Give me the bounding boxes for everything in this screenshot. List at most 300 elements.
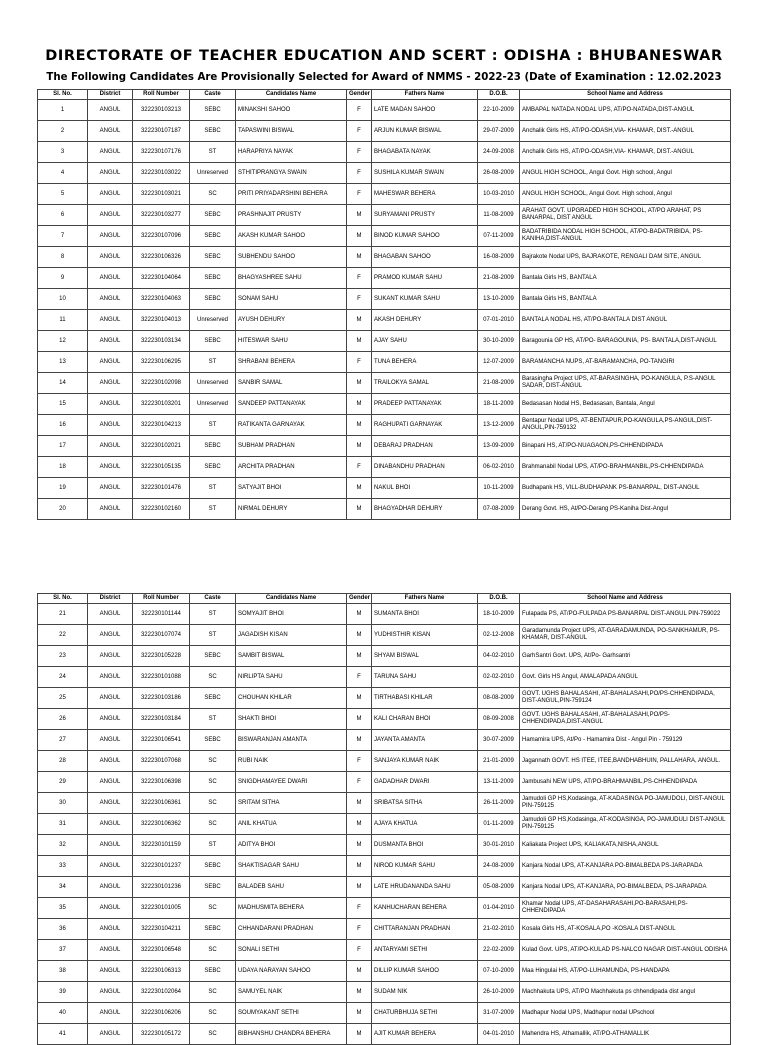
cell-father-name: TUNA BEHERA: [372, 352, 478, 373]
table-row: [38, 499, 731, 520]
cell-sl-no: 17: [38, 436, 88, 457]
cell-sl-no: 26: [38, 709, 88, 730]
cell-district: ANGUL: [88, 982, 133, 1003]
cell-gender: F: [347, 352, 372, 373]
cell-district: ANGUL: [88, 289, 133, 310]
cell-candidate-name: PRASHNAJIT PRUSTY: [236, 205, 347, 226]
cell-sl-no: 10: [38, 289, 88, 310]
cell-father-name: BHAGABAN SAHOO: [372, 247, 478, 268]
cell-gender: M: [347, 877, 372, 898]
cell-dob: 18-10-2009: [478, 604, 520, 625]
cell-school-address: Kanjara Nodal UPS, AT-KANJARA, PO-BIMALBEDA, PS-JARAPADA: [520, 877, 731, 898]
cell-caste: ST: [190, 835, 236, 856]
cell-candidate-name: STHITIPRANGYA SWAIN: [236, 163, 347, 184]
cell-candidate-name: SAMUYEL NAIK: [236, 982, 347, 1003]
cell-sl-no: 25: [38, 688, 88, 709]
cell-gender: F: [347, 940, 372, 961]
cell-district: ANGUL: [88, 184, 133, 205]
cell-gender: F: [347, 121, 372, 142]
cell-district: ANGUL: [88, 436, 133, 457]
cell-roll-number: 322230107176: [133, 142, 190, 163]
cell-school-address: Bedasasan Nodal HS, Bedasasan, Bantala, Angul: [520, 394, 731, 415]
cell-district: ANGUL: [88, 814, 133, 835]
cell-dob: 31-07-2009: [478, 1003, 520, 1024]
cell-candidate-name: SUBHAM PRADHAN: [236, 436, 347, 457]
cell-roll-number: 322230107068: [133, 751, 190, 772]
cell-father-name: AJAYA KHATUA: [372, 814, 478, 835]
cell-dob: 10-11-2009: [478, 478, 520, 499]
cell-candidate-name: SNIGDHAMAYEE DWARI: [236, 772, 347, 793]
cell-gender: M: [347, 310, 372, 331]
cell-school-address: BANTALA NODAL HS, AT/PO-BANTALA DIST ANGUL: [520, 310, 731, 331]
cell-school-address: Maa Hingulai HS, AT/PO-LUHAMUNDA, PS-HANDAPA: [520, 961, 731, 982]
cell-candidate-name: PRITI PRIYADARSHINI BEHERA: [236, 184, 347, 205]
cell-father-name: SHYAM BISWAL: [372, 646, 478, 667]
cell-sl-no: 29: [38, 772, 88, 793]
cell-sl-no: 31: [38, 814, 88, 835]
cell-father-name: NAKUL BHOI: [372, 478, 478, 499]
cell-district: ANGUL: [88, 268, 133, 289]
cell-school-address: Khamar Nodal UPS, AT-DASAHARASAHI,PO-BARASAHI,PS-CHHENDIPADA: [520, 898, 731, 919]
cell-school-address: Bantala Girls HS, BANTALA: [520, 289, 731, 310]
cell-dob: 13-10-2009: [478, 289, 520, 310]
cell-father-name: TARUNA SAHU: [372, 667, 478, 688]
cell-school-address: AMBAPAL NATADA NODAL UPS, AT/PO-NATADA,DIST-ANGUL: [520, 100, 731, 121]
cell-roll-number: 322230102021: [133, 436, 190, 457]
cell-roll-number: 322230103184: [133, 709, 190, 730]
cell-caste: SC: [190, 1003, 236, 1024]
cell-district: ANGUL: [88, 688, 133, 709]
page-title: DIRECTORATE OF TEACHER EDUCATION AND SCERT : ODISHA : BHUBANESWAR: [45, 48, 723, 64]
cell-dob: 21-08-2009: [478, 373, 520, 394]
cell-roll-number: 322230103134: [133, 331, 190, 352]
cell-district: ANGUL: [88, 331, 133, 352]
column-header-dob: D.O.B.: [478, 90, 520, 100]
cell-sl-no: 13: [38, 352, 88, 373]
cell-gender: M: [347, 478, 372, 499]
cell-dob: 08-09-2008: [478, 709, 520, 730]
cell-sl-no: 8: [38, 247, 88, 268]
cell-caste: SEBC: [190, 226, 236, 247]
cell-dob: 24-09-2008: [478, 142, 520, 163]
cell-gender: M: [347, 835, 372, 856]
cell-roll-number: 322230105172: [133, 1024, 190, 1045]
cell-school-address: Bentapur Nodal UPS, AT-BENTAPUR,PO-KANGULA,PS-ANGUL,DIST-ANGUL,PIN-759132: [520, 415, 731, 436]
cell-district: ANGUL: [88, 352, 133, 373]
cell-dob: 22-02-2009: [478, 940, 520, 961]
cell-dob: 16-08-2009: [478, 247, 520, 268]
cell-father-name: SUSHILA KUMAR SWAIN: [372, 163, 478, 184]
cell-district: ANGUL: [88, 373, 133, 394]
cell-caste: SEBC: [190, 730, 236, 751]
cell-school-address: Jambusahi NEW UPS, AT/PO-BRAHMANBIL,PS-CHHENDIPADA: [520, 772, 731, 793]
cell-father-name: AJAY SAHU: [372, 331, 478, 352]
table-row: [38, 814, 731, 835]
cell-gender: F: [347, 100, 372, 121]
cell-father-name: BHAGABATA NAYAK: [372, 142, 478, 163]
cell-caste: SEBC: [190, 205, 236, 226]
cell-dob: 06-02-2010: [478, 457, 520, 478]
cell-father-name: KANHUCHARAN BEHERA: [372, 898, 478, 919]
cell-school-address: Fulapada PS, AT/PO-FULPADA PS-BANARPAL DIST-ANGUL PIN-759022: [520, 604, 731, 625]
column-header-school-address: School Name and Address: [520, 594, 731, 604]
cell-candidate-name: NIRMAL DEHURY: [236, 499, 347, 520]
cell-gender: F: [347, 751, 372, 772]
cell-district: ANGUL: [88, 247, 133, 268]
cell-candidate-name: MADHUSMITA BEHERA: [236, 898, 347, 919]
cell-dob: 30-01-2010: [478, 835, 520, 856]
cell-candidate-name: SAMBIT BISWAL: [236, 646, 347, 667]
cell-sl-no: 14: [38, 373, 88, 394]
cell-roll-number: 322230104211: [133, 919, 190, 940]
cell-gender: M: [347, 499, 372, 520]
cell-caste: SEBC: [190, 646, 236, 667]
cell-roll-number: 322230107187: [133, 121, 190, 142]
cell-caste: SC: [190, 814, 236, 835]
candidates-table-1: [37, 89, 731, 520]
cell-roll-number: 322230105228: [133, 646, 190, 667]
cell-sl-no: 24: [38, 667, 88, 688]
cell-roll-number: 322230106206: [133, 1003, 190, 1024]
cell-caste: SC: [190, 751, 236, 772]
cell-caste: SEBC: [190, 289, 236, 310]
cell-dob: 21-08-2009: [478, 268, 520, 289]
cell-candidate-name: SONALI SETHI: [236, 940, 347, 961]
cell-school-address: Kulad Govt. UPS, AT/PO-KULAD PS-NALCO NAGAR DIST-ANGUL ODISHA: [520, 940, 731, 961]
cell-district: ANGUL: [88, 919, 133, 940]
cell-dob: 13-12-2009: [478, 415, 520, 436]
cell-district: ANGUL: [88, 835, 133, 856]
cell-gender: M: [347, 604, 372, 625]
table-row: [38, 289, 731, 310]
cell-school-address: BADATRIBIDA NODAL HIGH SCHOOL, AT/PO-BADATRIBIDA, PS-KANIHA,DIST-ANGUL: [520, 226, 731, 247]
cell-dob: 24-08-2009: [478, 856, 520, 877]
table-row: [38, 751, 731, 772]
table-row: [38, 163, 731, 184]
column-header-school-address: School Name and Address: [520, 90, 731, 100]
cell-district: ANGUL: [88, 226, 133, 247]
cell-father-name: CHITTARANJAN PRADHAN: [372, 919, 478, 940]
cell-school-address: Brahmanabil Nodal UPS, AT/PO-BRAHMANBIL,PS-CHHENDIPADA: [520, 457, 731, 478]
cell-district: ANGUL: [88, 961, 133, 982]
cell-roll-number: 322230103021: [133, 184, 190, 205]
cell-gender: M: [347, 709, 372, 730]
cell-school-address: Bantala Girls HS, BANTALA: [520, 268, 731, 289]
column-header-roll-number: Roll Number: [133, 90, 190, 100]
cell-school-address: Kanjara Nodal UPS, AT-KANJARA PO-BIMALBEDA PS-JARAPADA: [520, 856, 731, 877]
cell-father-name: DEBARAJ PRADHAN: [372, 436, 478, 457]
cell-candidate-name: HARAPRIYA NAYAK: [236, 142, 347, 163]
cell-father-name: PRADEEP PATTANAYAK: [372, 394, 478, 415]
cell-school-address: Kaliakata Project UPS, KALIAKATA,NISHA,ANGUL: [520, 835, 731, 856]
cell-school-address: Govt. Girls HS Angul, AMALAPADA ANGUL: [520, 667, 731, 688]
cell-father-name: SURYAMANI PRUSTY: [372, 205, 478, 226]
table-row: [38, 919, 731, 940]
cell-district: ANGUL: [88, 793, 133, 814]
cell-father-name: AKASH DEHURY: [372, 310, 478, 331]
cell-roll-number: 322230104063: [133, 289, 190, 310]
cell-candidate-name: RATIKANTA GARNAYAK: [236, 415, 347, 436]
table-row: [38, 688, 731, 709]
cell-candidate-name: BISWARANJAN AMANTA: [236, 730, 347, 751]
table-row: [38, 352, 731, 373]
cell-father-name: DILLIP KUMAR SAHOO: [372, 961, 478, 982]
cell-district: ANGUL: [88, 625, 133, 646]
cell-roll-number: 322230104013: [133, 310, 190, 331]
cell-sl-no: 11: [38, 310, 88, 331]
cell-gender: M: [347, 730, 372, 751]
cell-sl-no: 12: [38, 331, 88, 352]
cell-district: ANGUL: [88, 898, 133, 919]
cell-father-name: LATE MADAN SAHOO: [372, 100, 478, 121]
cell-gender: M: [347, 331, 372, 352]
cell-roll-number: 322230102064: [133, 982, 190, 1003]
cell-roll-number: 322230106361: [133, 793, 190, 814]
cell-school-address: Anchalik Girls HS, AT/PO-ODASH,VIA- KHAMAR, DIST.-ANGUL: [520, 142, 731, 163]
cell-candidate-name: SRITAM SITHA: [236, 793, 347, 814]
cell-father-name: JAYANTA AMANTA: [372, 730, 478, 751]
column-header-candidate-name: Candidates Name: [236, 594, 347, 604]
cell-father-name: CHATURBHUJA SETHI: [372, 1003, 478, 1024]
cell-dob: 26-08-2009: [478, 163, 520, 184]
table-row: [38, 226, 731, 247]
cell-candidate-name: BHAGYASHREE SAHU: [236, 268, 347, 289]
cell-gender: F: [347, 163, 372, 184]
cell-caste: ST: [190, 625, 236, 646]
cell-district: ANGUL: [88, 772, 133, 793]
cell-sl-no: 1: [38, 100, 88, 121]
cell-father-name: SUMANTA BHOI: [372, 604, 478, 625]
cell-district: ANGUL: [88, 394, 133, 415]
cell-dob: 07-11-2009: [478, 226, 520, 247]
cell-dob: 07-08-2009: [478, 499, 520, 520]
table-header-row: [38, 594, 731, 604]
cell-gender: M: [347, 394, 372, 415]
cell-school-address: GOVT. UGHS BAHALASAHI, AT-BAHALASAHI,PO/PS-CHHENDIPADA, DIST-ANGUL,PIN-759124: [520, 688, 731, 709]
table-row: [38, 310, 731, 331]
cell-roll-number: 322230106295: [133, 352, 190, 373]
cell-father-name: AJIT KUMAR BEHERA: [372, 1024, 478, 1045]
table-row: [38, 436, 731, 457]
cell-candidate-name: SHAKTISAGAR SAHU: [236, 856, 347, 877]
cell-sl-no: 27: [38, 730, 88, 751]
table-row: [38, 856, 731, 877]
cell-sl-no: 32: [38, 835, 88, 856]
cell-gender: M: [347, 856, 372, 877]
cell-district: ANGUL: [88, 415, 133, 436]
column-header-gender: Gender: [347, 90, 372, 100]
table-row: [38, 184, 731, 205]
cell-candidate-name: ADITYA BHOI: [236, 835, 347, 856]
cell-caste: SC: [190, 772, 236, 793]
cell-caste: SC: [190, 898, 236, 919]
cell-school-address: BARAMANCHA NUPS, AT-BARAMANCHA, PO-TANGIRI: [520, 352, 731, 373]
cell-father-name: SUKANT KUMAR SAHU: [372, 289, 478, 310]
cell-father-name: SRIBATSA SITHA: [372, 793, 478, 814]
cell-sl-no: 23: [38, 646, 88, 667]
cell-caste: Unreserved: [190, 310, 236, 331]
cell-gender: M: [347, 646, 372, 667]
cell-roll-number: 322230101476: [133, 478, 190, 499]
cell-school-address: Barasingha Project UPS, AT-BARASINGHA, PO-KANGULA, P.S-ANGUL SADAR, DIST-ANGUL: [520, 373, 731, 394]
table-row: [38, 835, 731, 856]
cell-caste: ST: [190, 709, 236, 730]
cell-dob: 08-08-2009: [478, 688, 520, 709]
table-row: [38, 205, 731, 226]
cell-caste: ST: [190, 352, 236, 373]
cell-dob: 21-01-2009: [478, 751, 520, 772]
table-header-row: [38, 90, 731, 100]
cell-father-name: SANJAYA KUMAR NAIK: [372, 751, 478, 772]
cell-caste: ST: [190, 415, 236, 436]
cell-district: ANGUL: [88, 856, 133, 877]
cell-school-address: Jamudoli GP HS,Kodasinga, AT-KADASINGA PO-JAMUDOLI, DIST-ANGUL PIN-759125: [520, 793, 731, 814]
cell-caste: ST: [190, 604, 236, 625]
cell-caste: SEBC: [190, 100, 236, 121]
cell-sl-no: 33: [38, 856, 88, 877]
cell-gender: F: [347, 268, 372, 289]
cell-sl-no: 40: [38, 1003, 88, 1024]
column-header-dob: D.O.B.: [478, 594, 520, 604]
table-row: [38, 478, 731, 499]
cell-dob: 21-02-2010: [478, 919, 520, 940]
cell-sl-no: 36: [38, 919, 88, 940]
cell-school-address: ANGUL HIGH SCHOOL, Angul Govt. High school, Angul: [520, 163, 731, 184]
cell-candidate-name: TAPASWINI BISWAL: [236, 121, 347, 142]
cell-school-address: GOVT. UGHS BAHALASAHI, AT-BAHALASAHI,PO/PS-CHHENDIPADA,DIST-ANGUL: [520, 709, 731, 730]
cell-dob: 04-01-2010: [478, 1024, 520, 1045]
cell-caste: SC: [190, 184, 236, 205]
cell-caste: SC: [190, 793, 236, 814]
cell-caste: SEBC: [190, 961, 236, 982]
table-row: [38, 793, 731, 814]
table-row: [38, 604, 731, 625]
cell-dob: 12-07-2009: [478, 352, 520, 373]
cell-district: ANGUL: [88, 499, 133, 520]
candidates-table-2: [37, 593, 731, 1045]
cell-school-address: Derang Govt. HS, At/PO-Derang PS-Kaniha Dist-Angul: [520, 499, 731, 520]
cell-school-address: Madhapur Nodal UPS, Madhapur nodal UPschool: [520, 1003, 731, 1024]
cell-father-name: TIRTHABASI KHILAR: [372, 688, 478, 709]
cell-sl-no: 28: [38, 751, 88, 772]
cell-roll-number: 322230103201: [133, 394, 190, 415]
cell-sl-no: 37: [38, 940, 88, 961]
cell-district: ANGUL: [88, 478, 133, 499]
cell-gender: F: [347, 919, 372, 940]
cell-sl-no: 22: [38, 625, 88, 646]
cell-roll-number: 322230106313: [133, 961, 190, 982]
cell-roll-number: 322230101088: [133, 667, 190, 688]
cell-gender: M: [347, 205, 372, 226]
table-row: [38, 457, 731, 478]
cell-sl-no: 18: [38, 457, 88, 478]
table-row: [38, 142, 731, 163]
cell-sl-no: 7: [38, 226, 88, 247]
cell-dob: 02-12-2008: [478, 625, 520, 646]
cell-gender: M: [347, 226, 372, 247]
cell-district: ANGUL: [88, 709, 133, 730]
cell-caste: SEBC: [190, 121, 236, 142]
table-row: [38, 331, 731, 352]
cell-dob: 11-08-2009: [478, 205, 520, 226]
cell-roll-number: 322230101237: [133, 856, 190, 877]
cell-candidate-name: JAGADISH KISAN: [236, 625, 347, 646]
cell-school-address: Baragounia GP HS, AT/PO- BARAGOUNIA, PS- BANTALA,DIST-ANGUL: [520, 331, 731, 352]
cell-district: ANGUL: [88, 142, 133, 163]
cell-sl-no: 39: [38, 982, 88, 1003]
cell-dob: 29-07-2009: [478, 121, 520, 142]
cell-caste: SEBC: [190, 436, 236, 457]
cell-district: ANGUL: [88, 121, 133, 142]
cell-caste: SC: [190, 940, 236, 961]
cell-candidate-name: RUBI NAIK: [236, 751, 347, 772]
cell-candidate-name: SOMYAJIT BHOI: [236, 604, 347, 625]
cell-gender: M: [347, 982, 372, 1003]
cell-caste: Unreserved: [190, 373, 236, 394]
column-header-caste: Caste: [190, 594, 236, 604]
cell-father-name: KALI CHARAN BHOI: [372, 709, 478, 730]
table-row: [38, 646, 731, 667]
cell-gender: F: [347, 898, 372, 919]
cell-gender: F: [347, 142, 372, 163]
cell-school-address: Jamudoli GP HS,Kodasinga, AT-KODASINGA, PO-JAMUDULI DIST-ANGUL PIN-759125: [520, 814, 731, 835]
cell-candidate-name: AYUSH DEHURY: [236, 310, 347, 331]
table-row: [38, 1024, 731, 1045]
cell-father-name: ANTARYAMI SETHI: [372, 940, 478, 961]
cell-district: ANGUL: [88, 730, 133, 751]
cell-caste: SEBC: [190, 457, 236, 478]
cell-school-address: Machhakuta UPS, AT/PO Machhakuta ps chhendipada dist angul: [520, 982, 731, 1003]
cell-father-name: GADADHAR DWARI: [372, 772, 478, 793]
cell-dob: 26-11-2009: [478, 793, 520, 814]
cell-candidate-name: ANIL KHATUA: [236, 814, 347, 835]
cell-roll-number: 322230101144: [133, 604, 190, 625]
table-row: [38, 415, 731, 436]
column-header-gender: Gender: [347, 594, 372, 604]
cell-caste: SC: [190, 667, 236, 688]
cell-school-address: Binapani HS, AT/PO-NUAGAON,PS-CHHENDIPADA: [520, 436, 731, 457]
cell-sl-no: 19: [38, 478, 88, 499]
cell-father-name: PRAMOD KUMAR SAHU: [372, 268, 478, 289]
column-header-caste: Caste: [190, 90, 236, 100]
cell-sl-no: 6: [38, 205, 88, 226]
cell-school-address: Jagannath GOVT. HS ITEE, ITEE,BANDHABHUIN, PALLAHARA, ANGUL.: [520, 751, 731, 772]
cell-roll-number: 322230103022: [133, 163, 190, 184]
cell-district: ANGUL: [88, 1003, 133, 1024]
cell-dob: 02-02-2010: [478, 667, 520, 688]
cell-gender: M: [347, 625, 372, 646]
cell-district: ANGUL: [88, 457, 133, 478]
column-header-father-name: Fathers Name: [372, 594, 478, 604]
cell-caste: SEBC: [190, 331, 236, 352]
cell-candidate-name: SHRABANI BEHERA: [236, 352, 347, 373]
cell-caste: ST: [190, 478, 236, 499]
table-row: [38, 898, 731, 919]
cell-father-name: LATE HRUDANANDA SAHU: [372, 877, 478, 898]
column-header-sl-no: Sl. No.: [38, 594, 88, 604]
cell-roll-number: 322230102160: [133, 499, 190, 520]
table-row: [38, 394, 731, 415]
cell-dob: 30-10-2009: [478, 331, 520, 352]
cell-sl-no: 3: [38, 142, 88, 163]
cell-gender: F: [347, 457, 372, 478]
cell-caste: SEBC: [190, 688, 236, 709]
cell-caste: ST: [190, 142, 236, 163]
cell-candidate-name: UDAYA NARAYAN SAHOO: [236, 961, 347, 982]
cell-roll-number: 322230107096: [133, 226, 190, 247]
cell-caste: ST: [190, 499, 236, 520]
cell-roll-number: 322230105135: [133, 457, 190, 478]
